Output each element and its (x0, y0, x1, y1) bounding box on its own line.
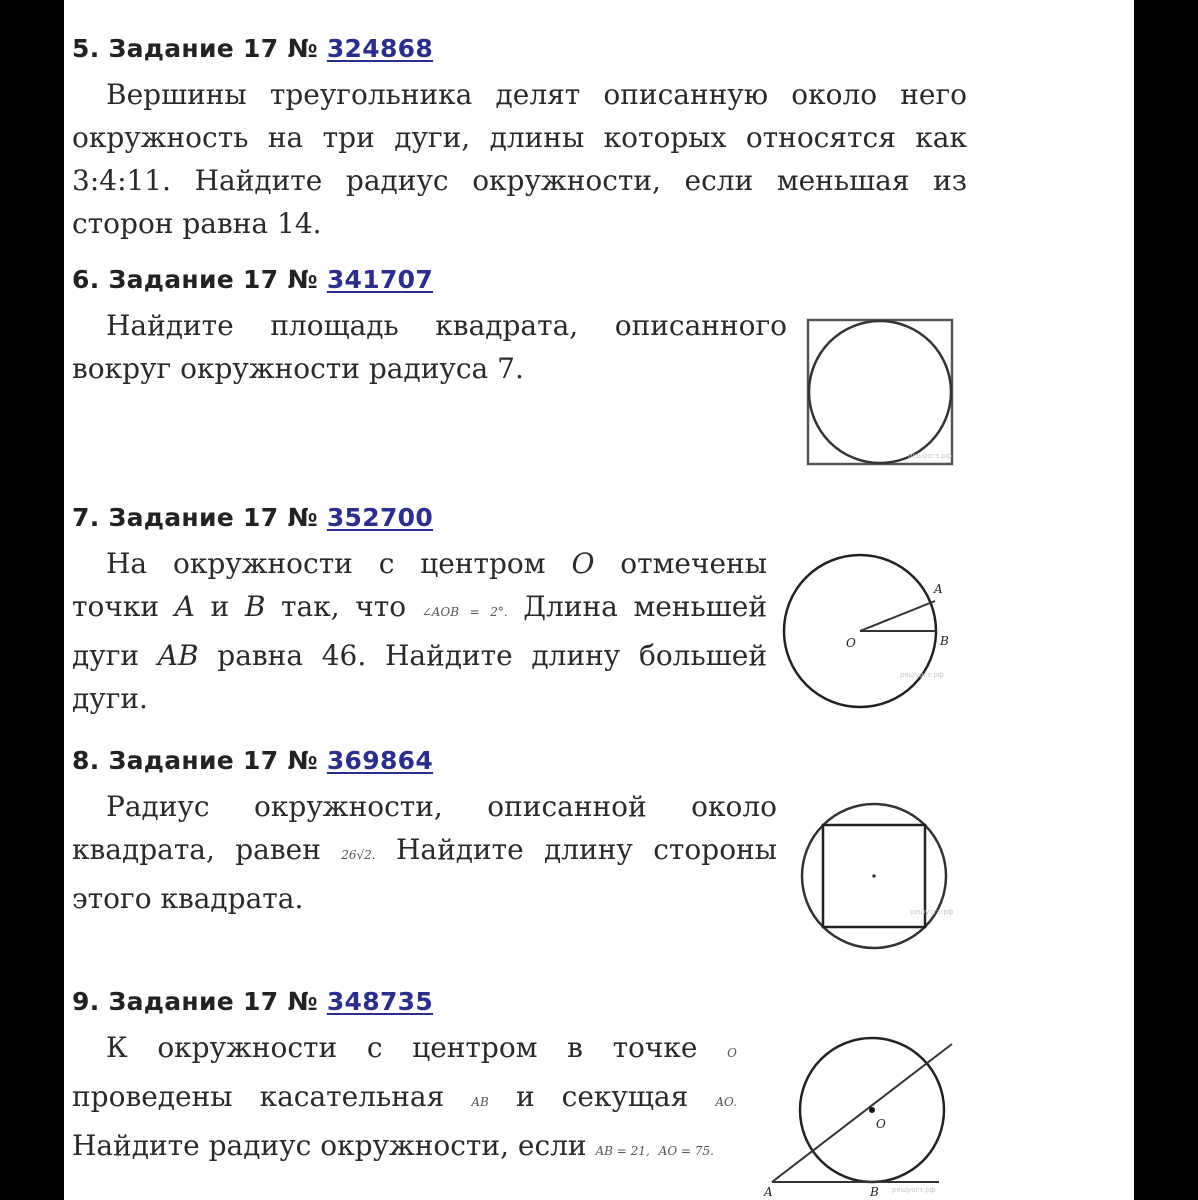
task-index: 5. (72, 34, 100, 63)
task-text (72, 1026, 737, 1173)
task-index: 6. (72, 265, 100, 294)
svg-text:решуогэ.рф: решуогэ.рф (892, 1186, 936, 1194)
svg-text:решуогэ.рф: решуогэ.рф (908, 452, 952, 460)
task-number-link[interactable]: 348735 (326, 987, 434, 1016)
label-a: A (764, 1185, 773, 1199)
text-fragment: К окружности с центром в точке (106, 1031, 698, 1064)
task-index: 8. (72, 746, 100, 775)
text-fragment: На окружности с центром (106, 547, 546, 580)
formula-ab: AB = 21, (595, 1144, 650, 1158)
var-o: O (571, 547, 595, 580)
text-fragment: так, что (281, 590, 407, 623)
task-header (72, 746, 1112, 775)
label-o: O (876, 1117, 886, 1131)
task-number-link[interactable]: 352700 (326, 503, 434, 532)
task-number-link[interactable]: 369864 (326, 746, 434, 775)
task-label: Задание 17 № (108, 265, 318, 294)
task-text (72, 542, 767, 720)
task-label: Задание 17 № (108, 987, 318, 1016)
var-ao: AO. (715, 1095, 737, 1109)
svg-text:решуогэ.рф: решуогэ.рф (910, 908, 954, 916)
task-text: Найдите площадь квадрата, описанного вокруг окружности радиуса 7. (72, 309, 787, 385)
document-page (64, 0, 1134, 1200)
square-circumscribed-figure (806, 318, 956, 468)
task-label: Задание 17 № (108, 503, 318, 532)
task-header (72, 265, 1112, 294)
label-a: A (934, 582, 943, 596)
label-o: O (846, 636, 856, 650)
var-o: O (727, 1046, 738, 1060)
task-header (72, 987, 1112, 1016)
var-ab: AB (157, 639, 199, 672)
var-b: B (244, 590, 266, 623)
text-fragment: Длина меньшей дуги (72, 590, 767, 672)
task-text (72, 785, 777, 920)
text-fragment: отмечены точки (72, 547, 768, 623)
var-ab: AB (471, 1095, 489, 1109)
text-fragment: Найдите длину стороны этого квадрата. (72, 833, 777, 915)
task-5 (72, 34, 1112, 245)
task-header (72, 34, 1112, 63)
text-fragment: Найдите радиус окружности, если (72, 1129, 587, 1162)
task-index: 7. (72, 503, 100, 532)
formula-angle: ∠AOB = 2°. (421, 605, 508, 619)
task-text: Вершины треугольника делят описанную около него окружность на три дуги, длины которых относятся как 3:4:11. Найдите радиус окружности, если меньшая из сторон равна 14. (72, 78, 967, 240)
tangent-secant-figure (764, 1032, 964, 1200)
task-number-link[interactable]: 341707 (326, 265, 434, 294)
task-number-link[interactable]: 324868 (326, 34, 434, 63)
svg-text:решуогэ.рф: решуогэ.рф (900, 671, 944, 679)
task-index: 9. (72, 987, 100, 1016)
task-label: Задание 17 № (108, 746, 318, 775)
var-a: A (174, 590, 195, 623)
text-fragment: и (210, 590, 230, 623)
circle-arc-figure (782, 553, 972, 713)
task-header (72, 503, 1112, 532)
formula-ao: AO = 75. (658, 1144, 714, 1158)
square-inscribed-figure (798, 800, 958, 955)
text-fragment: и секущая (515, 1080, 689, 1113)
task-label: Задание 17 № (108, 34, 318, 63)
formula-radius: 26√2. (341, 848, 376, 862)
text-fragment: равна 46. Найдите длину большей дуги. (72, 639, 767, 715)
task-6 (72, 265, 1112, 390)
text-fragment: проведены касательная (72, 1080, 445, 1113)
text-fragment: Радиус окружности, описанной около квадрата, равен (72, 790, 777, 866)
label-b: B (870, 1185, 879, 1199)
label-b: B (940, 634, 949, 648)
